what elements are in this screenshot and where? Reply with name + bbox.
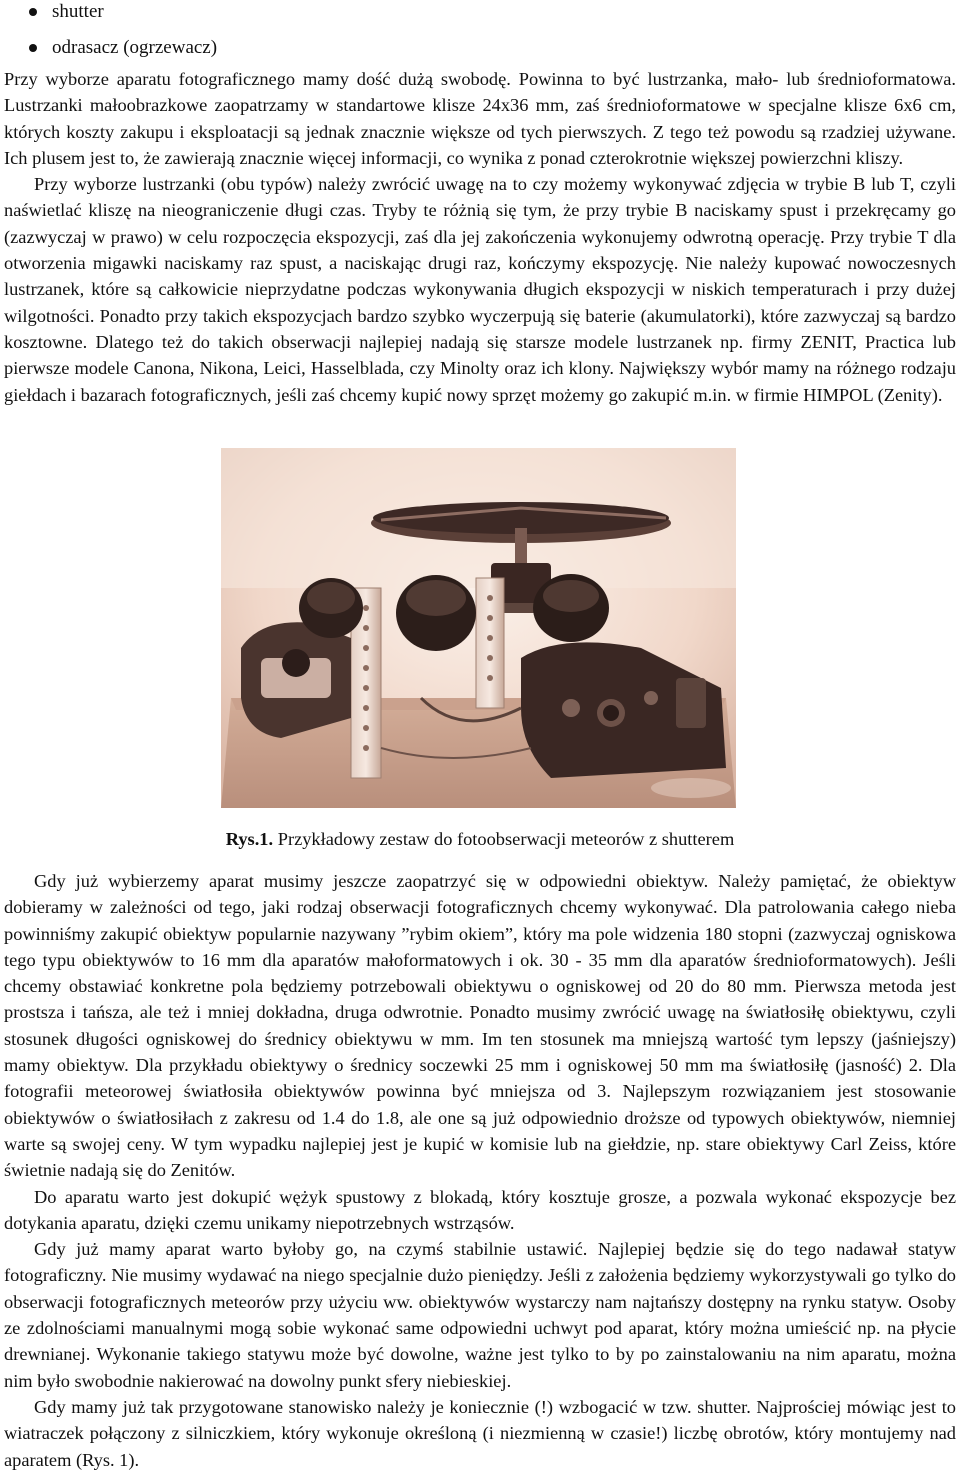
paragraph-shutter: Gdy mamy już tak przygotowane stanowisko należy je koniecznie (!) wzbogacić w tzw. shutter. Najprościej mówiąc jest to wiatraczek połączony z silniczkiem, który wykonuje określoną (i niezmienną w czasie!) liczbę obrotów, który montujemy nad aparatem (Rys. 1).: [4, 1396, 956, 1470]
photo-camera-shutter-rig: [221, 448, 736, 808]
bullet-dot-icon: [29, 8, 37, 16]
paragraph-camera-choice: Przy wyborze aparatu fotograficznego mamy dość dużą swobodę. Powinna to być lustrzanka, mało- lub średnioformatowa. Lustrzanki małoobrazkowe zaopatrzamy w standartowe klisze 24x36 mm, zaś średnioformatowe w specjalne klisze 6x6 cm, których koszty zakupu i eksploatacji są jednak znacznie większe od tych pierwszych. Z tego też powodu są rzadziej używane. Ich plusem jest to, że zawierają znacznie więcej informacji, co wynika z ponad czterokrotnie większej powierzchni kliszy.: [4, 69, 956, 168]
bullet-text: odrasacz (ogrzewacz): [52, 37, 218, 58]
bullet-dot-icon: [29, 44, 37, 52]
paragraph-bulb-mode: Przy wyborze lustrzanki (obu typów) należy zwrócić uwagę na to czy możemy wykonywać zdjęcia w trybie B lub T, czyli naświetlać kliszę na nieograniczenie długi czas. Tryby te różnią się tym, że przy trybie B naciskamy spust i przekręcamy go (zazwyczaj w prawo) w celu rozpoczęcia ekspozycji, zaś dla jej zakończenia wykonujemy odwrotną operację. Przy trybie T dla otworzenia migawki naciskamy raz spust, a naciskając drugi raz, kończymy ekspozycję. Nie należy kupować nowoczesnych lustrzanek, które są całkowicie nieprzydatne podczas wykonywania długich ekspozycji w niskich temperaturach i przy dużej wilgotności. Ponadto przy takich ekspozycjach bardzo szybko wyczerpują się baterie (akumulatorki), które zazwyczaj są bardzo kosztowne. Dlatego też do takich obserwacji najlepiej nadają się starsze modele lustrzanek np. firmy ZENIT, Practica lub pierwsze modele Canona, Nikona, Leici, Hasselblada, czy Minolty oraz ich klony. Największy wybór mamy na różnego rodzaju giełdach i bazarach fotograficznych, jeśli zaś chcemy kupić nowy sprzęt możemy go zakupić m.in. w firmie HIMPOL (Zenity).: [4, 174, 956, 405]
paragraph-lens-choice: Gdy już wybierzemy aparat musimy jeszcze zaopatrzyć się w odpowiedni obiektyw. Należy pamiętać, że obiektyw dobieramy w zależności od tego, jaki rodzaj obserwacji fotograficznych chcemy wykonywać. Dla patrolowania całego nieba powinniśmy zakupić obiektyw popularnie nazywany ”rybim okiem”, który ma pole widzenia 180 stopni (zazwyczaj ogniskowa tego typu obiektywów to 16 mm dla aparatów małoformatowych i ok. 30 - 35 mm dla aparatów średnioformatowych). Jeśli chcemy obstawiać konkretne pola będziemy potrzebowali obiektywu o ogniskowej od 20 do 80 mm. Pierwsza metoda jest prostsza i tańsza, ale też i mniej dokładna, druga odwrotnie. Ponadto musimy zwrócić uwagę na światłosiłę obiektywu, czyli stosunek długości ogniskowej do średnicy obiektywu w mm. Im ten stosunek ma mniejszą wartość tym lepszy (jaśniejszy) mamy obiektyw. Dla przykładu obiektywy o średnicy soczewki 25 mm i ogniskowej 50 mm ma światłosiłę (jasność) 2. Dla fotografii meteorowej światłosiła obiektywów powinna być mniejsza od 3. Najlepszym rozwiązaniem jest stosowanie obiektywów o światłosiłach z zakresu od 1.4 do 1.8, ale one są już odpowiednio droższe od typowych obiektywów, niemniej warte są swojej ceny. W tym wypadku najlepiej jest je kupić w komisie lub na giełdzie, np. stare obiektywy Carl Zeiss, które świetnie nadają się do Zenitów.: [4, 871, 956, 1181]
lens-and-mount-section: [4, 868, 956, 1473]
camera-selection-section: [4, 66, 956, 408]
paragraph-tripod: Gdy już mamy aparat warto byłoby go, na czymś stabilnie ustawić. Najlepiej będzie się do tego nadawał statyw fotograficzny. Nie musimy wydawać na niego specjalnie dużo pieniędzy. Jeśli z założenia będziemy wykorzystywali go tylko do obserwacji fotograficznych meteorów przy użyciu ww. obiektywów wystarczy nam najtańszy dostępny na rynku statyw. Osoby ze zdolnościami manualnymi mogą sobie wykonać same odpowiedni uchwyt pod aparat, który można umieścić np. na płycie drewnianej. Wykonanie takiego statywu może być dowolne, ważne jest tylko to by po zainstalowaniu na nim aparatu, można nim było swobodnie nakierować na dowolny punkt sfery niebieskiej.: [4, 1239, 956, 1391]
caption-text: Przykładowy zestaw do fotoobserwacji meteorów z shutterem: [277, 829, 735, 849]
caption-label: Rys.1.: [225, 829, 274, 849]
bullet-item-shutter: [0, 0, 960, 24]
figure-caption: [0, 826, 960, 852]
paragraph-cable-release: Do aparatu warto jest dokupić wężyk spustowy z blokadą, który kosztuje grosze, a pozwala wykonać ekspozycje bez dotykania aparatu, dzięki czemu unikamy niepotrzebnych wstrząsów.: [4, 1186, 956, 1233]
bullet-text: shutter: [52, 1, 104, 22]
bullet-item-heater: [0, 36, 960, 60]
figure-photo-meteor-setup: [221, 448, 736, 808]
bullet-list: [0, 0, 960, 60]
